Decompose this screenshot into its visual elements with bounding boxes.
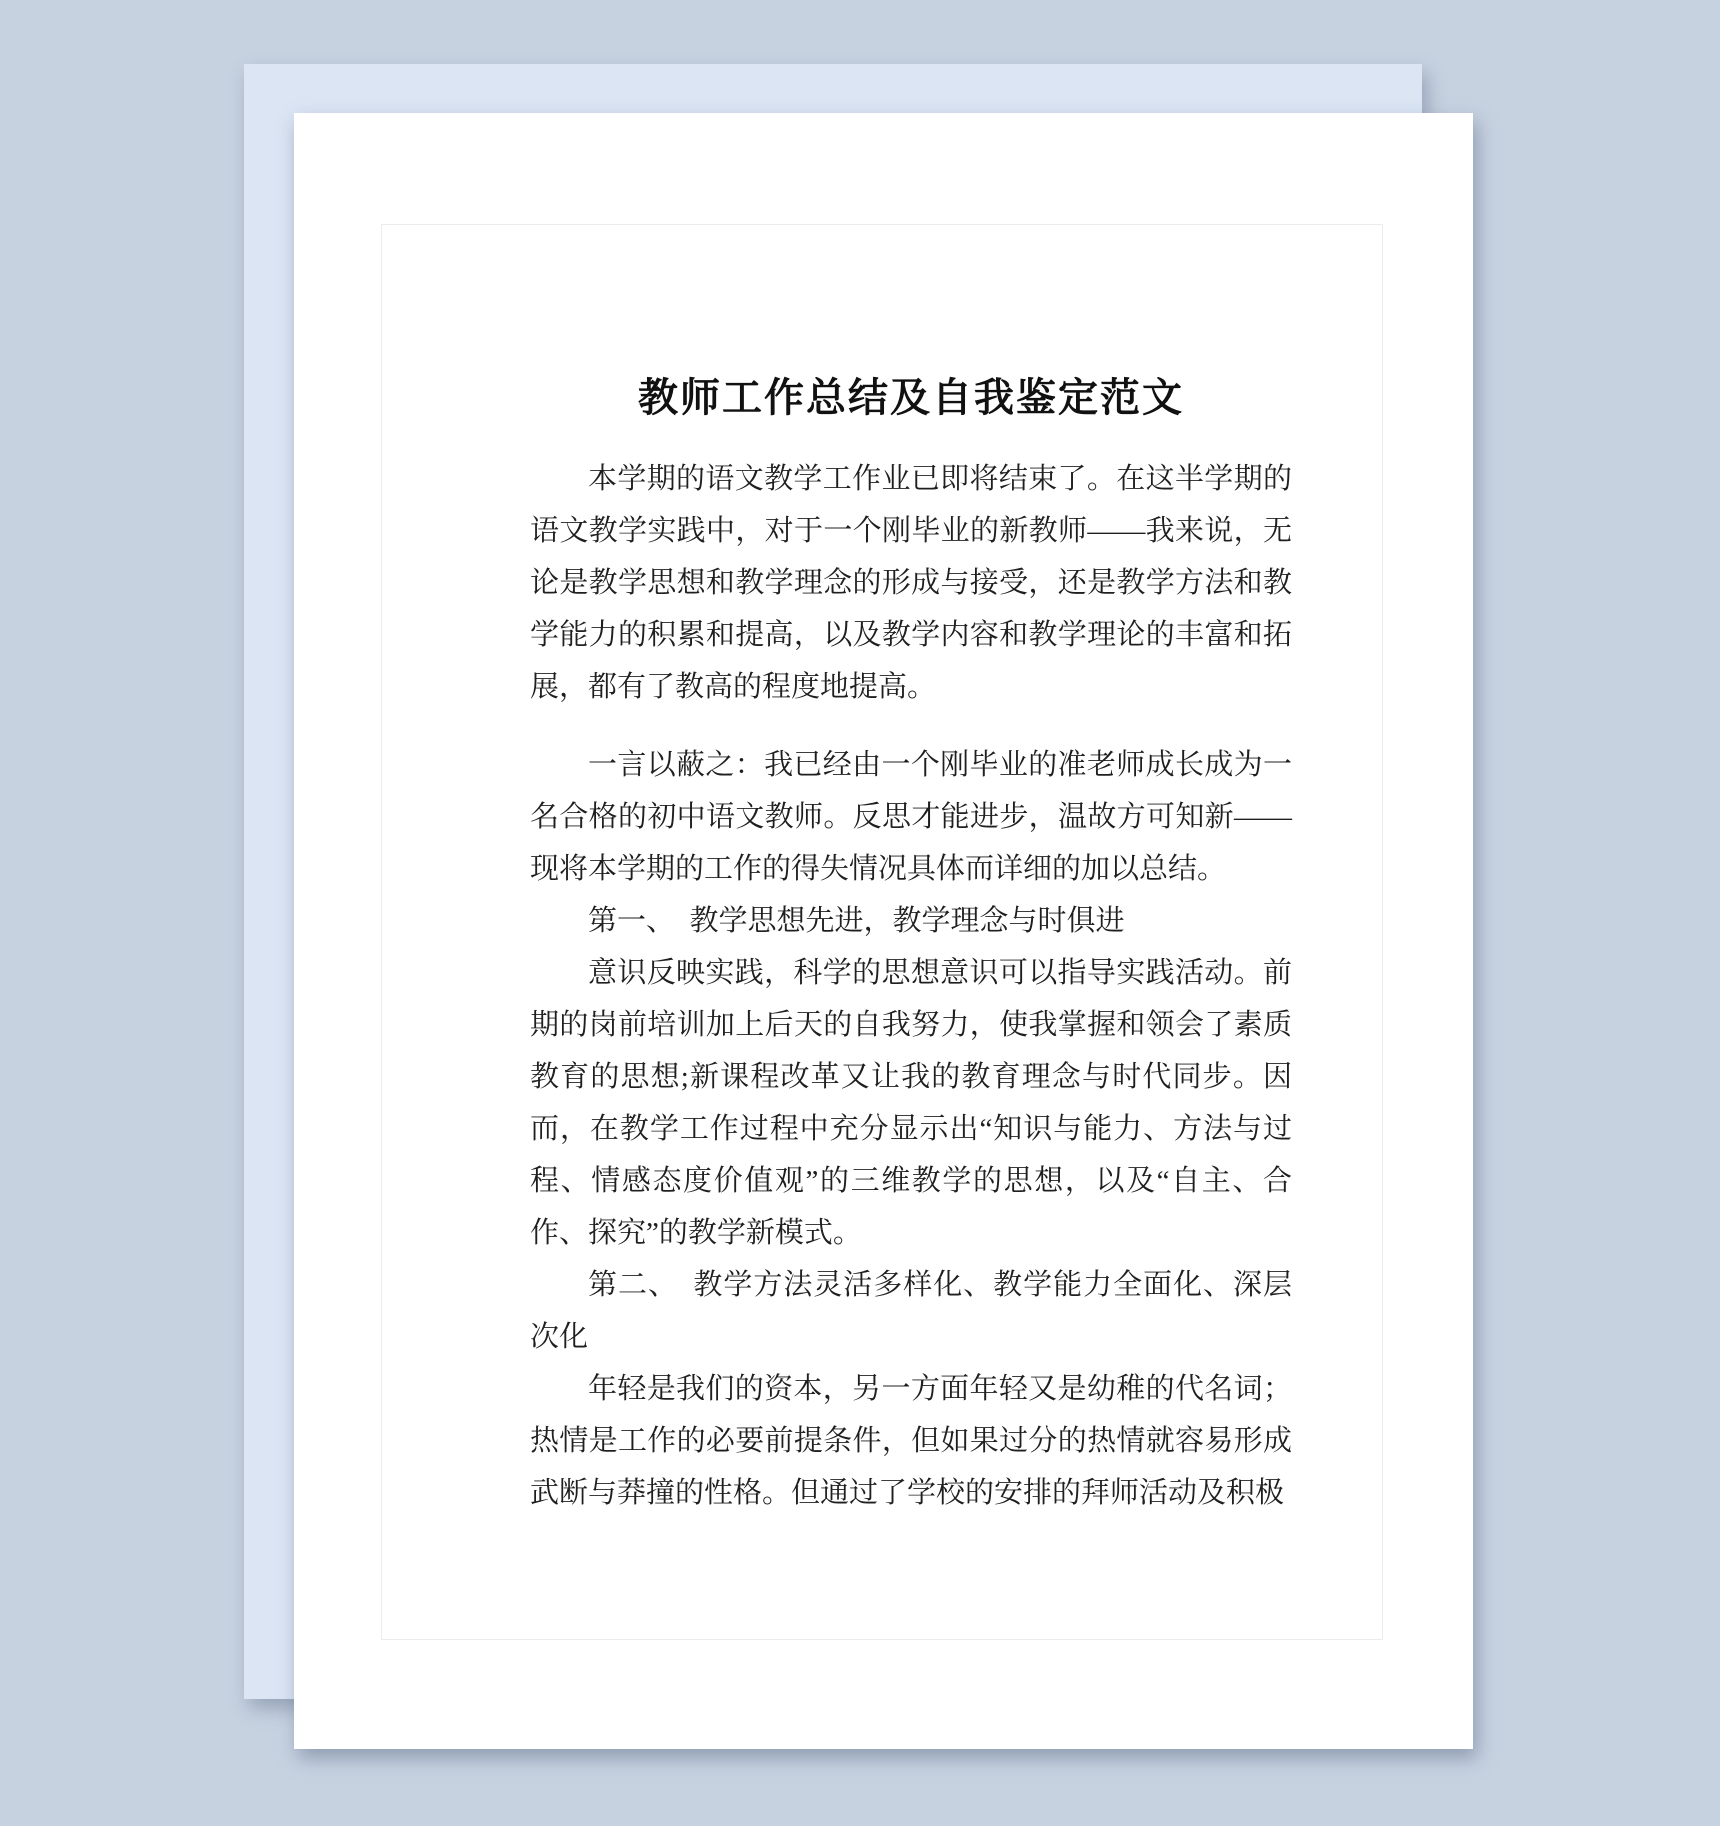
document-content [530, 373, 1292, 1519]
paragraph-intro: 本学期的语文教学工作业已即将结束了。在这半学期的语文教学实践中，对于一个刚毕业的新教师——我来说，无论是教学思想和教学理念的形成与接受，还是教学方法和教学能力的积累和提高，以及教学内容和教学理论的丰富和拓展，都有了教高的程度地提高。 [530, 463, 1292, 703]
paragraph-heading-second: 第二、 教学方法灵活多样化、教学能力全面化、深层次化 [530, 1269, 1292, 1353]
paragraph-heading-first: 第一、 教学思想先进，教学理念与时俱进 [588, 905, 1125, 937]
document-title: 教师工作总结及自我鉴定范文 [638, 375, 1184, 420]
paragraph-first-detail: 意识反映实践，科学的思想意识可以指导实践活动。前期的岗前培训加上后天的自我努力，使我掌握和领会了素质教育的思想;新课程改革又让我的教育理念与时代同步。因而，在教学工作过程中充分显示出“知识与能力、方法与过程、情感态度价值观”的三维教学的思想，以及“自主、合作、探究”的教学新模式。 [530, 957, 1292, 1249]
paragraph-summary: 一言以蔽之：我已经由一个刚毕业的准老师成长成为一名合格的初中语文教师。反思才能进步，温故方可知新——现将本学期的工作的得失情况具体而详细的加以总结。 [530, 749, 1292, 885]
document-page [294, 113, 1473, 1749]
paragraph-second-detail: 年轻是我们的资本，另一方面年轻又是幼稚的代名词；热情是工作的必要前提条件，但如果过分的热情就容易形成武断与莽撞的性格。但通过了学校的安排的拜师活动及积极 [530, 1373, 1292, 1509]
